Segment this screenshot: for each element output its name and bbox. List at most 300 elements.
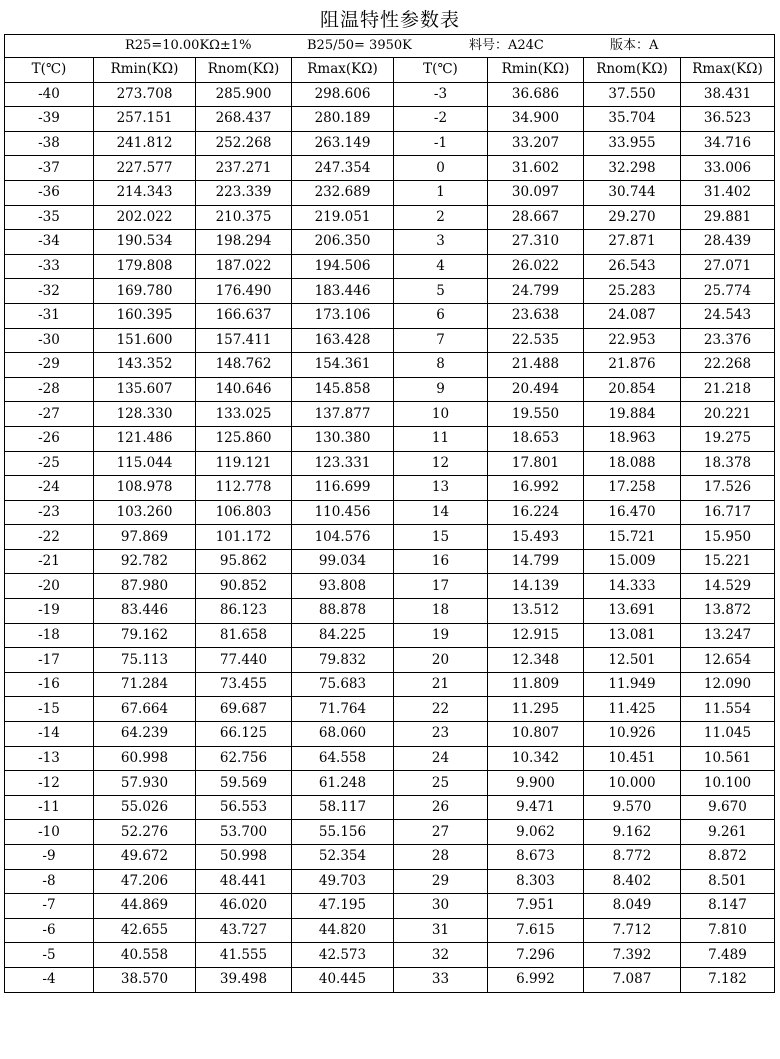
- rnom-cell: 12.501: [584, 648, 681, 673]
- temp-cell: 25: [394, 771, 488, 796]
- rnom-cell: 252.268: [196, 131, 292, 156]
- temp-cell: 11: [394, 426, 488, 451]
- rmin-cell: 57.930: [94, 771, 196, 796]
- header-cell: T(℃): [5, 58, 94, 83]
- rmin-cell: 36.686: [488, 82, 584, 107]
- rnom-cell: 17.258: [584, 476, 681, 501]
- rmin-cell: 23.638: [488, 303, 584, 328]
- rnom-cell: 19.884: [584, 402, 681, 427]
- rnom-cell: 66.125: [196, 722, 292, 747]
- temp-cell: -30: [5, 328, 94, 353]
- rmax-cell: 194.506: [292, 254, 394, 279]
- temp-cell: -10: [5, 820, 94, 845]
- rmin-cell: 24.799: [488, 279, 584, 304]
- rmin-cell: 26.022: [488, 254, 584, 279]
- header-cell: Rnom(KΩ): [196, 58, 292, 83]
- rmax-cell: 116.699: [292, 476, 394, 501]
- rmax-cell: 10.561: [681, 746, 775, 771]
- rnom-cell: 13.691: [584, 599, 681, 624]
- rnom-cell: 106.803: [196, 500, 292, 525]
- rnom-cell: 133.025: [196, 402, 292, 427]
- rmin-cell: 71.284: [94, 672, 196, 697]
- rmin-cell: 16.992: [488, 476, 584, 501]
- rmax-cell: 10.100: [681, 771, 775, 796]
- table-row: [5, 131, 775, 156]
- table-row: [5, 353, 775, 378]
- rmin-cell: 55.026: [94, 795, 196, 820]
- temp-cell: 9: [394, 377, 488, 402]
- rmax-cell: 145.858: [292, 377, 394, 402]
- table-row: [5, 623, 775, 648]
- rnom-cell: 125.860: [196, 426, 292, 451]
- rnom-cell: 10.926: [584, 722, 681, 747]
- rmax-cell: 298.606: [292, 82, 394, 107]
- table-row: [5, 967, 775, 992]
- temp-cell: 24: [394, 746, 488, 771]
- rmin-cell: 9.062: [488, 820, 584, 845]
- rmax-cell: 16.717: [681, 500, 775, 525]
- rnom-cell: 187.022: [196, 254, 292, 279]
- table-row: [5, 549, 775, 574]
- temp-cell: -12: [5, 771, 94, 796]
- temp-cell: 22: [394, 697, 488, 722]
- rmin-cell: 75.113: [94, 648, 196, 673]
- header-cell: T(℃): [394, 58, 488, 83]
- rmin-cell: 214.343: [94, 180, 196, 205]
- rmin-cell: 13.512: [488, 599, 584, 624]
- rmin-cell: 227.577: [94, 156, 196, 181]
- rnom-cell: 7.392: [584, 943, 681, 968]
- spec-part-number: 料号：A24C: [469, 38, 544, 53]
- rmin-cell: 33.207: [488, 131, 584, 156]
- rmin-cell: 38.570: [94, 967, 196, 992]
- table-row: [5, 451, 775, 476]
- rnom-cell: 73.455: [196, 672, 292, 697]
- rmax-cell: 247.354: [292, 156, 394, 181]
- rmax-cell: 15.221: [681, 549, 775, 574]
- temp-cell: 33: [394, 967, 488, 992]
- rnom-cell: 37.550: [584, 82, 681, 107]
- rmax-cell: 14.529: [681, 574, 775, 599]
- rnom-cell: 22.953: [584, 328, 681, 353]
- rnom-cell: 9.570: [584, 795, 681, 820]
- rmin-cell: 273.708: [94, 82, 196, 107]
- rnom-cell: 18.963: [584, 426, 681, 451]
- table-row: [5, 697, 775, 722]
- temp-cell: -20: [5, 574, 94, 599]
- temp-cell: 28: [394, 845, 488, 870]
- rnom-cell: 15.721: [584, 525, 681, 550]
- rnom-cell: 8.402: [584, 869, 681, 894]
- temp-cell: -32: [5, 279, 94, 304]
- rmax-cell: 49.703: [292, 869, 394, 894]
- table-row: [5, 722, 775, 747]
- rmax-cell: 8.872: [681, 845, 775, 870]
- rnom-cell: 119.121: [196, 451, 292, 476]
- rmax-cell: 13.872: [681, 599, 775, 624]
- temp-cell: -35: [5, 205, 94, 230]
- temp-cell: -6: [5, 918, 94, 943]
- rmin-cell: 16.224: [488, 500, 584, 525]
- temp-cell: -17: [5, 648, 94, 673]
- rmin-cell: 6.992: [488, 967, 584, 992]
- temp-cell: -28: [5, 377, 94, 402]
- table-row: [5, 254, 775, 279]
- rmin-cell: 14.139: [488, 574, 584, 599]
- rmin-cell: 10.807: [488, 722, 584, 747]
- temp-cell: -38: [5, 131, 94, 156]
- temp-cell: -5: [5, 943, 94, 968]
- rmin-cell: 31.602: [488, 156, 584, 181]
- rmin-cell: 28.667: [488, 205, 584, 230]
- rmin-cell: 64.239: [94, 722, 196, 747]
- table-row: [5, 820, 775, 845]
- rmin-cell: 60.998: [94, 746, 196, 771]
- rmax-cell: 36.523: [681, 107, 775, 132]
- rmin-cell: 121.486: [94, 426, 196, 451]
- temp-cell: 21: [394, 672, 488, 697]
- table-row: [5, 525, 775, 550]
- rmin-cell: 143.352: [94, 353, 196, 378]
- rmin-cell: 151.600: [94, 328, 196, 353]
- rmax-cell: 13.247: [681, 623, 775, 648]
- rmin-cell: 34.900: [488, 107, 584, 132]
- rmax-cell: 11.554: [681, 697, 775, 722]
- temp-cell: 20: [394, 648, 488, 673]
- rnom-cell: 30.744: [584, 180, 681, 205]
- rnom-cell: 237.271: [196, 156, 292, 181]
- rmax-cell: 31.402: [681, 180, 775, 205]
- temp-cell: 13: [394, 476, 488, 501]
- rnom-cell: 268.437: [196, 107, 292, 132]
- table-row: [5, 943, 775, 968]
- rnom-cell: 10.451: [584, 746, 681, 771]
- rnom-cell: 101.172: [196, 525, 292, 550]
- rmin-cell: 190.534: [94, 230, 196, 255]
- rmin-cell: 7.951: [488, 894, 584, 919]
- rnom-cell: 7.712: [584, 918, 681, 943]
- table-row: [5, 328, 775, 353]
- temp-cell: -37: [5, 156, 94, 181]
- rmax-cell: 44.820: [292, 918, 394, 943]
- rnom-cell: 157.411: [196, 328, 292, 353]
- rmax-cell: 263.149: [292, 131, 394, 156]
- rmax-cell: 110.456: [292, 500, 394, 525]
- rmax-cell: 154.361: [292, 353, 394, 378]
- rnom-cell: 13.081: [584, 623, 681, 648]
- rmin-cell: 87.980: [94, 574, 196, 599]
- temp-cell: 4: [394, 254, 488, 279]
- rnom-cell: 33.955: [584, 131, 681, 156]
- temp-cell: 31: [394, 918, 488, 943]
- rnom-cell: 8.049: [584, 894, 681, 919]
- rmax-cell: 33.006: [681, 156, 775, 181]
- rmax-cell: 84.225: [292, 623, 394, 648]
- rmin-cell: 11.809: [488, 672, 584, 697]
- table-row: [5, 869, 775, 894]
- rmax-cell: 38.431: [681, 82, 775, 107]
- table-row: [5, 426, 775, 451]
- rmin-cell: 11.295: [488, 697, 584, 722]
- rmax-cell: 8.501: [681, 869, 775, 894]
- header-cell: Rmin(KΩ): [94, 58, 196, 83]
- rmax-cell: 15.950: [681, 525, 775, 550]
- temp-cell: 2: [394, 205, 488, 230]
- temp-cell: -25: [5, 451, 94, 476]
- rmax-cell: 21.218: [681, 377, 775, 402]
- spec-b-value: B25/50= 3950K: [307, 38, 412, 53]
- temp-cell: 6: [394, 303, 488, 328]
- rnom-cell: 15.009: [584, 549, 681, 574]
- rmin-cell: 20.494: [488, 377, 584, 402]
- rmax-cell: 34.716: [681, 131, 775, 156]
- rnom-cell: 198.294: [196, 230, 292, 255]
- temp-cell: 5: [394, 279, 488, 304]
- rmax-cell: 29.881: [681, 205, 775, 230]
- temp-cell: 3: [394, 230, 488, 255]
- temp-cell: 1: [394, 180, 488, 205]
- rmax-cell: 104.576: [292, 525, 394, 550]
- rnom-cell: 41.555: [196, 943, 292, 968]
- rmin-cell: 7.615: [488, 918, 584, 943]
- temp-cell: -2: [394, 107, 488, 132]
- table-row: [5, 894, 775, 919]
- rmax-cell: 71.764: [292, 697, 394, 722]
- rmax-cell: 7.810: [681, 918, 775, 943]
- rmin-cell: 202.022: [94, 205, 196, 230]
- rnom-cell: 8.772: [584, 845, 681, 870]
- temp-cell: -24: [5, 476, 94, 501]
- rnom-cell: 210.375: [196, 205, 292, 230]
- temp-cell: -13: [5, 746, 94, 771]
- rmin-cell: 42.655: [94, 918, 196, 943]
- rnom-cell: 285.900: [196, 82, 292, 107]
- temp-cell: -8: [5, 869, 94, 894]
- temp-cell: 32: [394, 943, 488, 968]
- rmin-cell: 12.915: [488, 623, 584, 648]
- table-row: [5, 648, 775, 673]
- rmin-cell: 179.808: [94, 254, 196, 279]
- rnom-cell: 56.553: [196, 795, 292, 820]
- temp-cell: 30: [394, 894, 488, 919]
- table-row: [5, 107, 775, 132]
- rmin-cell: 9.471: [488, 795, 584, 820]
- temp-cell: -16: [5, 672, 94, 697]
- table-row: [5, 845, 775, 870]
- rnom-cell: 32.298: [584, 156, 681, 181]
- temp-cell: -18: [5, 623, 94, 648]
- rmax-cell: 7.182: [681, 967, 775, 992]
- rmax-cell: 130.380: [292, 426, 394, 451]
- rmax-cell: 61.248: [292, 771, 394, 796]
- rmax-cell: 75.683: [292, 672, 394, 697]
- table-row: [5, 377, 775, 402]
- temp-cell: 15: [394, 525, 488, 550]
- temp-cell: 10: [394, 402, 488, 427]
- table-row: [5, 476, 775, 501]
- rmin-cell: 10.342: [488, 746, 584, 771]
- rmin-cell: 8.303: [488, 869, 584, 894]
- rmin-cell: 40.558: [94, 943, 196, 968]
- rmin-cell: 92.782: [94, 549, 196, 574]
- rnom-cell: 7.087: [584, 967, 681, 992]
- header-cell: Rmax(KΩ): [292, 58, 394, 83]
- rnom-cell: 46.020: [196, 894, 292, 919]
- rmax-cell: 8.147: [681, 894, 775, 919]
- temp-cell: -11: [5, 795, 94, 820]
- rnom-cell: 18.088: [584, 451, 681, 476]
- temp-cell: 27: [394, 820, 488, 845]
- temp-cell: -15: [5, 697, 94, 722]
- temp-cell: 14: [394, 500, 488, 525]
- table-row: [5, 180, 775, 205]
- rnom-cell: 223.339: [196, 180, 292, 205]
- rmin-cell: 79.162: [94, 623, 196, 648]
- table-row: [5, 918, 775, 943]
- rmin-cell: 257.151: [94, 107, 196, 132]
- spec-row: [5, 35, 775, 58]
- rnom-cell: 10.000: [584, 771, 681, 796]
- temp-cell: -4: [5, 967, 94, 992]
- header-cell: Rnom(KΩ): [584, 58, 681, 83]
- rmax-cell: 68.060: [292, 722, 394, 747]
- temp-cell: -3: [394, 82, 488, 107]
- table-row: [5, 746, 775, 771]
- rmin-cell: 21.488: [488, 353, 584, 378]
- spec-r25: R25=10.00KΩ±1%: [125, 38, 252, 53]
- rmax-cell: 173.106: [292, 303, 394, 328]
- rmax-cell: 7.489: [681, 943, 775, 968]
- rmin-cell: 17.801: [488, 451, 584, 476]
- rmax-cell: 58.117: [292, 795, 394, 820]
- rnom-cell: 21.876: [584, 353, 681, 378]
- rmax-cell: 17.526: [681, 476, 775, 501]
- rmax-cell: 25.774: [681, 279, 775, 304]
- table-row: [5, 279, 775, 304]
- rmin-cell: 83.446: [94, 599, 196, 624]
- rmax-cell: 22.268: [681, 353, 775, 378]
- rnom-cell: 59.569: [196, 771, 292, 796]
- temp-cell: -36: [5, 180, 94, 205]
- rmin-cell: 18.653: [488, 426, 584, 451]
- rmax-cell: 28.439: [681, 230, 775, 255]
- temp-cell: -21: [5, 549, 94, 574]
- table-row: [5, 402, 775, 427]
- rmin-cell: 169.780: [94, 279, 196, 304]
- rmin-cell: 97.869: [94, 525, 196, 550]
- rnom-cell: 20.854: [584, 377, 681, 402]
- spec-cell: [5, 35, 775, 58]
- temp-cell: -40: [5, 82, 94, 107]
- temp-cell: 26: [394, 795, 488, 820]
- temp-cell: 17: [394, 574, 488, 599]
- rmax-cell: 9.261: [681, 820, 775, 845]
- rnom-cell: 16.470: [584, 500, 681, 525]
- rnom-cell: 11.949: [584, 672, 681, 697]
- rmin-cell: 15.493: [488, 525, 584, 550]
- rmin-cell: 47.206: [94, 869, 196, 894]
- rmin-cell: 14.799: [488, 549, 584, 574]
- table-row: [5, 156, 775, 181]
- header-cell: Rmax(KΩ): [681, 58, 775, 83]
- rnom-cell: 43.727: [196, 918, 292, 943]
- temp-cell: 18: [394, 599, 488, 624]
- rmin-cell: 160.395: [94, 303, 196, 328]
- temp-cell: 19: [394, 623, 488, 648]
- rmax-cell: 27.071: [681, 254, 775, 279]
- rnom-cell: 53.700: [196, 820, 292, 845]
- rmax-cell: 99.034: [292, 549, 394, 574]
- rmin-cell: 52.276: [94, 820, 196, 845]
- temp-cell: 12: [394, 451, 488, 476]
- table-row: [5, 205, 775, 230]
- rmax-cell: 12.654: [681, 648, 775, 673]
- rmin-cell: 135.607: [94, 377, 196, 402]
- temp-cell: -33: [5, 254, 94, 279]
- rmin-cell: 67.664: [94, 697, 196, 722]
- rnom-cell: 14.333: [584, 574, 681, 599]
- rmax-cell: 137.877: [292, 402, 394, 427]
- rnom-cell: 90.852: [196, 574, 292, 599]
- rnom-cell: 26.543: [584, 254, 681, 279]
- rnom-cell: 112.778: [196, 476, 292, 501]
- rnom-cell: 140.646: [196, 377, 292, 402]
- rnom-cell: 11.425: [584, 697, 681, 722]
- rmax-cell: 20.221: [681, 402, 775, 427]
- rmax-cell: 219.051: [292, 205, 394, 230]
- spec-version: 版本：A: [610, 38, 659, 53]
- table-row: [5, 303, 775, 328]
- temp-cell: -19: [5, 599, 94, 624]
- rmin-cell: 241.812: [94, 131, 196, 156]
- rmax-cell: 42.573: [292, 943, 394, 968]
- rmax-cell: 79.832: [292, 648, 394, 673]
- table-row: [5, 672, 775, 697]
- rmax-cell: 280.189: [292, 107, 394, 132]
- temp-cell: -14: [5, 722, 94, 747]
- rmax-cell: 64.558: [292, 746, 394, 771]
- rmax-cell: 55.156: [292, 820, 394, 845]
- temp-cell: -31: [5, 303, 94, 328]
- rmax-cell: 24.543: [681, 303, 775, 328]
- rnom-cell: 69.687: [196, 697, 292, 722]
- rnom-cell: 81.658: [196, 623, 292, 648]
- rmax-cell: 47.195: [292, 894, 394, 919]
- rnom-cell: 35.704: [584, 107, 681, 132]
- rmax-cell: 123.331: [292, 451, 394, 476]
- rnom-cell: 27.871: [584, 230, 681, 255]
- rmax-cell: 40.445: [292, 967, 394, 992]
- rmax-cell: 52.354: [292, 845, 394, 870]
- temp-cell: -23: [5, 500, 94, 525]
- rnom-cell: 95.862: [196, 549, 292, 574]
- temp-cell: 7: [394, 328, 488, 353]
- rt-characteristic-table: [4, 34, 775, 993]
- rnom-cell: 148.762: [196, 353, 292, 378]
- temp-cell: -26: [5, 426, 94, 451]
- rmin-cell: 44.869: [94, 894, 196, 919]
- rmax-cell: 9.670: [681, 795, 775, 820]
- temp-cell: -34: [5, 230, 94, 255]
- rmin-cell: 12.348: [488, 648, 584, 673]
- rmax-cell: 23.376: [681, 328, 775, 353]
- rmin-cell: 9.900: [488, 771, 584, 796]
- rnom-cell: 9.162: [584, 820, 681, 845]
- rnom-cell: 77.440: [196, 648, 292, 673]
- header-row: [5, 58, 775, 83]
- rmin-cell: 115.044: [94, 451, 196, 476]
- rmin-cell: 22.535: [488, 328, 584, 353]
